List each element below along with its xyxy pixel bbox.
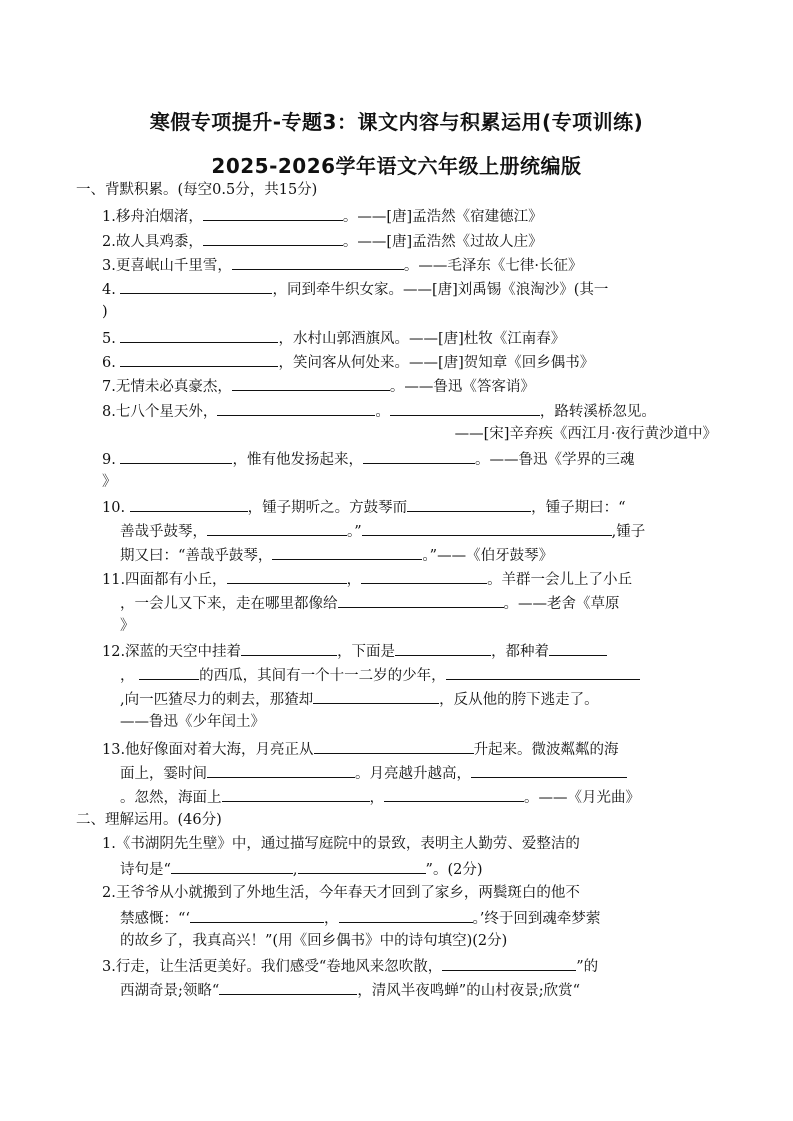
question-9: 9. ，惟有他发扬起来， 。——鲁迅《学界的三魂 xyxy=(102,448,634,470)
problem-3-line2: 西湖奇景;领略“ ，清风半夜鸣蝉”的山村夜景;欣赏“ xyxy=(120,979,580,1001)
answer-blank[interactable] xyxy=(232,375,390,391)
answer-blank[interactable] xyxy=(217,400,375,416)
answer-blank[interactable] xyxy=(314,738,474,754)
problem-2-line2: 禁感慨：“‘ ， 。’终于回到魂牵梦萦 xyxy=(120,907,600,929)
question-10-line2: 善哉乎鼓琴， 。” ,锺子 xyxy=(120,520,645,542)
answer-blank[interactable] xyxy=(339,907,473,923)
question-12-line2: ， 的西瓜，其间有一个十一二岁的少年， xyxy=(120,664,640,686)
answer-blank[interactable] xyxy=(338,592,504,608)
answer-blank[interactable] xyxy=(232,254,404,270)
question-4: 4. ，同到牵牛织女家。——[唐]刘禹锡《浪淘沙》(其一 xyxy=(102,278,608,300)
question-13-line2: 面上，霎时间 。月亮越升越高， xyxy=(120,762,627,784)
answer-blank[interactable] xyxy=(190,907,324,923)
answer-blank[interactable] xyxy=(549,640,607,656)
answer-blank[interactable] xyxy=(384,786,524,802)
answer-blank[interactable] xyxy=(298,858,426,874)
question-2: 2.故人具鸡黍， 。——[唐]孟浩然《过故人庄》 xyxy=(102,230,543,252)
answer-blank[interactable] xyxy=(120,278,272,294)
question-10: 10. ，锺子期听之。方鼓琴而 ，锺子期曰：“ xyxy=(102,496,626,518)
section-2-heading: 二、理解运用。(46分) xyxy=(76,812,222,828)
page-subtitle: 2025-2026学年语文六年级上册统编版 xyxy=(211,154,582,178)
answer-blank[interactable] xyxy=(203,205,343,221)
question-7: 7.无情未必真豪杰， 。——鲁迅《答客诮》 xyxy=(102,375,535,397)
answer-blank[interactable] xyxy=(363,448,475,464)
answer-blank[interactable] xyxy=(120,351,278,367)
answer-blank[interactable] xyxy=(446,664,640,680)
answer-blank[interactable] xyxy=(395,640,491,656)
page-title: 寒假专项提升-专题3：课文内容与积累运用(专项训练) xyxy=(149,110,644,134)
problem-1: 1.《书湖阴先生壁》中，通过描写庭院中的景致，表明主人勤劳、爱整洁的 xyxy=(102,836,580,852)
question-3: 3.更喜岷山千里雪， 。——毛泽东《七律·长征》 xyxy=(102,254,582,276)
question-5: 5. ，水村山郭酒旗风。——[唐]杜牧《江南春》 xyxy=(102,327,565,349)
question-13: 13.他好像面对着大海，月亮正从 升起来。微波粼粼的海 xyxy=(102,738,619,760)
answer-blank[interactable] xyxy=(471,762,627,778)
answer-blank[interactable] xyxy=(313,688,439,704)
answer-blank[interactable] xyxy=(203,230,343,246)
answer-blank[interactable] xyxy=(207,762,355,778)
problem-2: 2.王爷爷从小就搬到了外地生活，今年春天才回到了家乡，两鬓斑白的他不 xyxy=(102,885,580,901)
question-8-source: ——[宋]辛弃疾《西江月·夜行黄沙道中》 xyxy=(454,426,717,442)
answer-blank[interactable] xyxy=(222,786,370,802)
section-1-heading: 一、背默积累。(每空0.5分，共15分) xyxy=(76,182,318,198)
answer-blank[interactable] xyxy=(130,496,248,512)
question-8: 8.七八个星天外， 。 ，路转溪桥忽见。 xyxy=(102,400,656,422)
question-9-cont: 》 xyxy=(102,474,117,490)
problem-2-line3: 的故乡了，我真高兴！”(用《回乡偶书》中的诗句填空)(2分) xyxy=(120,933,508,949)
answer-blank[interactable] xyxy=(241,640,337,656)
answer-blank[interactable] xyxy=(171,858,293,874)
question-11: 11.四面都有小丘， ， 。羊群一会儿上了小丘 xyxy=(102,568,632,590)
answer-blank[interactable] xyxy=(272,544,422,560)
answer-blank[interactable] xyxy=(120,448,232,464)
question-11-line2: ，一会儿又下来，走在哪里都像给 。——老舍《草原 xyxy=(120,592,620,614)
question-6: 6. ，笑问客从何处来。——[唐]贺知章《回乡偶书》 xyxy=(102,351,594,373)
answer-blank[interactable] xyxy=(361,568,487,584)
problem-1-line2: 诗句是“ , ”。(2分) xyxy=(120,858,482,880)
question-4-cont: ) xyxy=(102,304,108,320)
question-11-line3: 》 xyxy=(120,618,135,634)
question-12: 12.深蓝的天空中挂着 ，下面是 ，都种着 xyxy=(102,640,607,662)
answer-blank[interactable] xyxy=(407,496,531,512)
answer-blank[interactable] xyxy=(120,327,278,343)
question-12-source: ——鲁迅《少年闰土》 xyxy=(120,714,265,730)
question-12-line3: ,向一匹猹尽力的刺去，那猹却 ，反从他的胯下逃走了。 xyxy=(120,688,599,710)
answer-blank[interactable] xyxy=(207,520,347,536)
answer-blank[interactable] xyxy=(227,568,347,584)
answer-blank[interactable] xyxy=(390,400,540,416)
question-13-line3: 。忽然，海面上 ， 。——《月光曲》 xyxy=(120,786,640,808)
problem-3: 3.行走，让生活更美好。我们感受“卷地风来忽吹散， ”的 xyxy=(102,955,598,977)
answer-blank[interactable] xyxy=(362,520,612,536)
answer-blank[interactable] xyxy=(442,955,576,971)
question-10-line3: 期又曰：“善哉乎鼓琴， 。”——《伯牙鼓琴》 xyxy=(120,544,553,566)
answer-blank[interactable] xyxy=(219,979,357,995)
question-1: 1.移舟泊烟渚， 。——[唐]孟浩然《宿建德江》 xyxy=(102,205,543,227)
answer-blank[interactable] xyxy=(139,664,199,680)
